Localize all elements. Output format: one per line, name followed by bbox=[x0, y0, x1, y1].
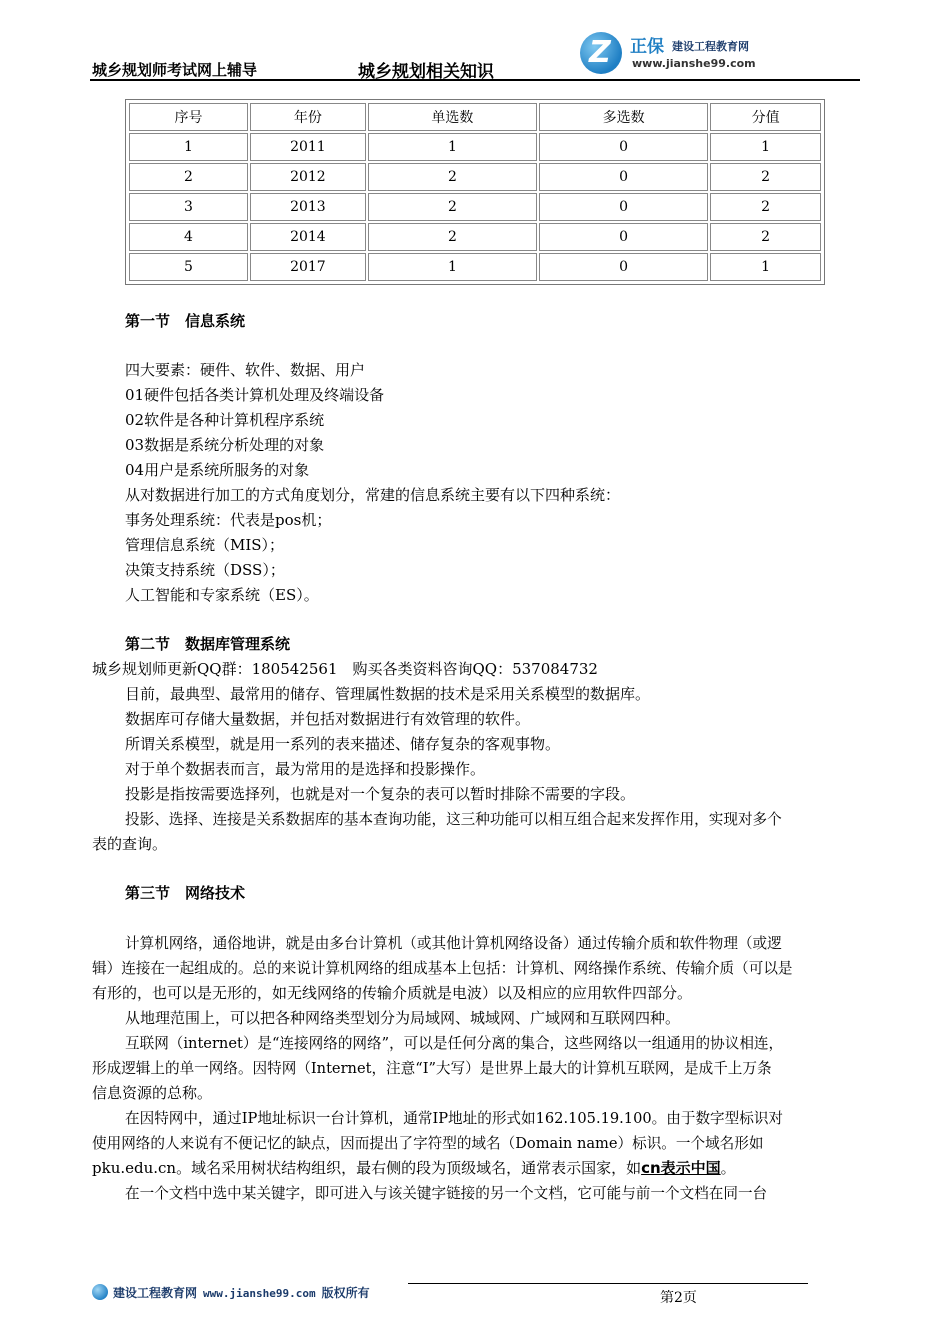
table-cell: 3 bbox=[129, 193, 248, 221]
body-line: 计算机网络，通俗地讲，就是由多台计算机（或其他计算机网络设备）通过传输介质和软件物理（或逻 bbox=[125, 935, 782, 952]
footer-divider bbox=[408, 1283, 808, 1284]
ad-line: 城乡规划师更新QQ群：180542561 购买各类资料咨询QQ：537084732 bbox=[92, 660, 598, 678]
section-title: 第三节 网络技术 bbox=[125, 884, 246, 902]
table-cell: 2 bbox=[710, 163, 821, 191]
table-cell: 2017 bbox=[250, 253, 366, 281]
question-stats-table bbox=[125, 99, 825, 285]
table-cell: 2 bbox=[710, 223, 821, 251]
logo-subtitle: 建设工程教育网 bbox=[672, 40, 749, 53]
table-row bbox=[129, 223, 821, 251]
table-cell: 2011 bbox=[250, 133, 366, 161]
table-header-cell: 分值 bbox=[710, 103, 821, 131]
body-line: 04用户是系统所服务的对象 bbox=[125, 461, 310, 479]
cn-link[interactable]: cn表示中国 bbox=[641, 1159, 721, 1177]
body-line: 投影是指按需要选择列，也就是对一个复杂的表可以暂时排除不需要的字段。 bbox=[125, 785, 636, 803]
table-cell: 2 bbox=[129, 163, 248, 191]
footer-text: 建设工程教育网 www.jianshe99.com 版权所有 bbox=[113, 1286, 370, 1300]
table-row bbox=[129, 163, 821, 191]
body-line: 四大要素：硬件、软件、数据、用户 bbox=[125, 361, 366, 379]
table-cell: 4 bbox=[129, 223, 248, 251]
body-line: 互联网（internet）是“连接网络的网络”，可以是任何分离的集合，这些网络以一组通用的协议相连， bbox=[125, 1035, 784, 1052]
body-line: 数据库可存储大量数据，并包括对数据进行有效管理的软件。 bbox=[125, 710, 531, 728]
body-line: 人工智能和专家系统（ES）。 bbox=[125, 586, 319, 604]
body-line: 事务处理系统：代表是pos机； bbox=[125, 511, 332, 529]
table-header-row bbox=[129, 103, 821, 131]
table-cell: 0 bbox=[539, 193, 708, 221]
body-line: 从对数据进行加工的方式角度划分，常建的信息系统主要有以下四种系统： bbox=[125, 486, 621, 504]
body-line: 01硬件包括各类计算机处理及终端设备 bbox=[125, 386, 385, 404]
table-header-cell: 多选数 bbox=[539, 103, 708, 131]
body-line: 对于单个数据表而言，最为常用的是选择和投影操作。 bbox=[125, 760, 486, 778]
table-cell: 2012 bbox=[250, 163, 366, 191]
header-divider bbox=[90, 79, 860, 81]
body-line: 在一个文档中选中某关键字，即可进入与该关键字链接的另一个文档，它可能与前一个文档在同一台 bbox=[125, 1185, 768, 1202]
table-cell: 2 bbox=[368, 163, 537, 191]
table-cell: 0 bbox=[539, 253, 708, 281]
body-line: 管理信息系统（MIS）； bbox=[125, 536, 285, 554]
body-line: 决策支持系统（DSS）； bbox=[125, 561, 285, 579]
logo-url: www.jianshe99.com bbox=[632, 57, 756, 70]
body-line: 有形的，也可以是无形的，如无线网络的传输介质就是电波）以及相应的应用软件四部分。 bbox=[92, 984, 693, 1002]
table-cell: 0 bbox=[539, 223, 708, 251]
table-cell: 2014 bbox=[250, 223, 366, 251]
body-line: 表的查询。 bbox=[92, 835, 168, 853]
table-row bbox=[129, 133, 821, 161]
table-header-cell: 序号 bbox=[129, 103, 248, 131]
body-line: 03数据是系统分析处理的对象 bbox=[125, 436, 325, 454]
brand-logo bbox=[580, 28, 780, 74]
body-line: 02软件是各种计算机程序系统 bbox=[125, 411, 325, 429]
section-title: 第二节 数据库管理系统 bbox=[125, 635, 291, 653]
body-line: 从地理范围上，可以把各种网络类型划分为局域网、城域网、广域网和互联网四种。 bbox=[125, 1009, 681, 1027]
logo-mark-icon: Z bbox=[580, 32, 622, 74]
body-line: 在因特网中，通过IP地址标识一台计算机，通常IP地址的形式如162.105.19.100。由于数字型标识对 bbox=[125, 1110, 784, 1127]
logo-brand: 正保 bbox=[630, 37, 664, 57]
page-number: 第2页 bbox=[660, 1290, 697, 1306]
body-line: pku.edu.cn。域名采用树状结构组织，最右侧的段为顶级域名，通常表示国家，如cn表示中国。 bbox=[92, 1159, 736, 1177]
header-left-title: 城乡规划师考试网上辅导 bbox=[92, 61, 258, 79]
table-cell: 1 bbox=[368, 133, 537, 161]
table-cell: 1 bbox=[368, 253, 537, 281]
table-header-cell: 年份 bbox=[250, 103, 366, 131]
table-cell: 2 bbox=[368, 223, 537, 251]
table-cell: 2 bbox=[368, 193, 537, 221]
table-header-cell: 单选数 bbox=[368, 103, 537, 131]
table-cell: 1 bbox=[710, 133, 821, 161]
footer-logo-icon bbox=[92, 1284, 108, 1300]
body-line: 所谓关系模型，就是用一系列的表来描述、储存复杂的客观事物。 bbox=[125, 735, 561, 753]
table-cell: 1 bbox=[710, 253, 821, 281]
table-row bbox=[129, 253, 821, 281]
header-center-title: 城乡规划相关知识 bbox=[358, 62, 494, 82]
table-cell: 2 bbox=[710, 193, 821, 221]
body-line: 投影、选择、连接是关系数据库的基本查询功能，这三种功能可以相互组合起来发挥作用，实现对多个 bbox=[125, 811, 782, 828]
body-line: 使用网络的人来说有不便记忆的缺点，因而提出了字符型的域名（Domain name）标识。一个域名形如 bbox=[92, 1135, 764, 1152]
table-cell: 0 bbox=[539, 163, 708, 191]
table-cell: 0 bbox=[539, 133, 708, 161]
body-line: 形成逻辑上的单一网络。因特网（Internet，注意“I”大写）是世界上最大的计算机互联网，是成千上万条 bbox=[92, 1060, 772, 1077]
table-row bbox=[129, 193, 821, 221]
body-line: 信息资源的总称。 bbox=[92, 1084, 213, 1102]
table-cell: 5 bbox=[129, 253, 248, 281]
footer-url[interactable]: www.jianshe99.com bbox=[203, 1287, 316, 1300]
body-line: 辑）连接在一起组成的。总的来说计算机网络的组成基本上包括：计算机、网络操作系统、传输介质（可以是 bbox=[92, 960, 793, 977]
table-cell: 1 bbox=[129, 133, 248, 161]
body-line: 目前，最典型、最常用的储存、管理属性数据的技术是采用关系模型的数据库。 bbox=[125, 685, 651, 703]
table-cell: 2013 bbox=[250, 193, 366, 221]
section-title: 第一节 信息系统 bbox=[125, 312, 246, 330]
